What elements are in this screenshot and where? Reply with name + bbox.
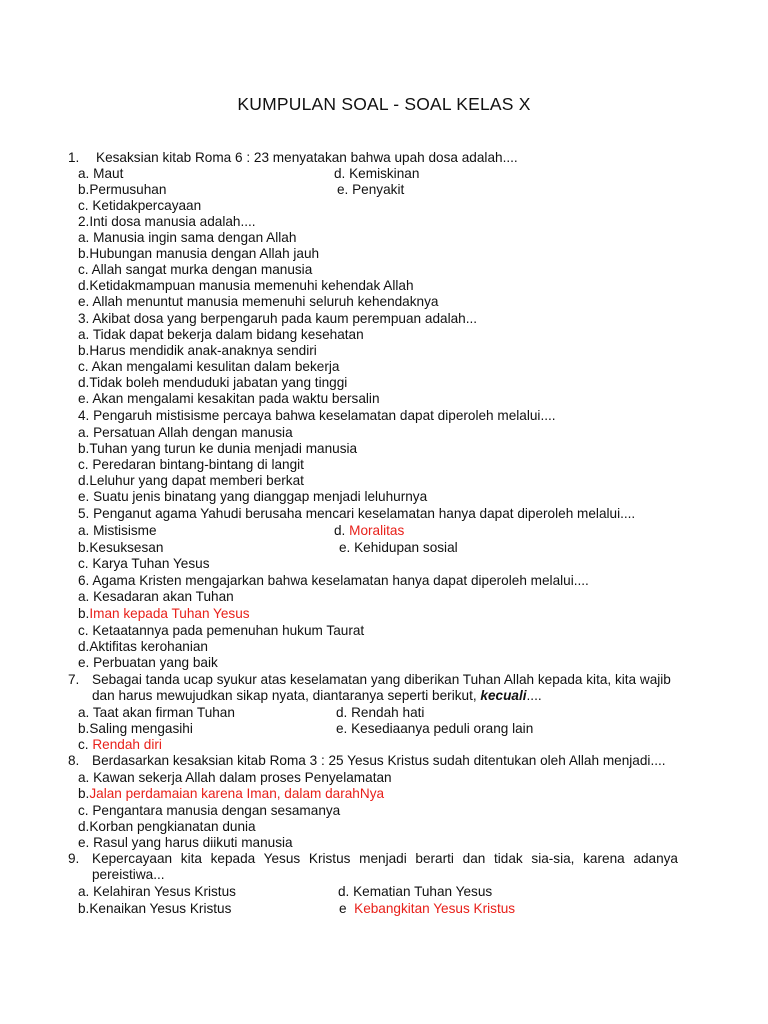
q4-option-b: b.Tuhan yang turun ke dunia menjadi manusia: [78, 441, 358, 456]
q8-option-b-prefix: b.: [78, 786, 90, 801]
q7-option-c: [78, 737, 162, 753]
q7-number: 7.: [68, 672, 80, 687]
q1-option-b: b.Permusuhan: [78, 182, 167, 197]
q6-option-d: d.Aktifitas kerohanian: [78, 639, 208, 654]
q7-option-e: e. Kesediaanya peduli orang lain: [336, 721, 534, 736]
q5-answer-highlight: Moralitas: [349, 523, 405, 538]
q6-option-b-prefix: b.: [78, 606, 90, 621]
q5-option-c: c. Karya Tuhan Yesus: [78, 556, 210, 571]
q9-option-e: [339, 901, 515, 917]
q8-number: 8.: [68, 753, 80, 768]
q5-option-e: e. Kehidupan sosial: [339, 540, 458, 555]
q3-option-d: d.Tidak boleh menduduki jabatan yang tinggi: [78, 375, 348, 390]
q6-text: 6. Agama Kristen mengajarkan bahwa keselamatan hanya dapat diperoleh melalui....: [78, 573, 589, 588]
q2-option-e: e. Allah menuntut manusia memenuhi seluruh kehendaknya: [78, 294, 439, 309]
q3-option-e: e. Akan mengalami kesakitan pada waktu bersalin: [78, 391, 380, 406]
q1-option-a-text: Maut: [93, 166, 124, 181]
q5-option-d: [334, 523, 404, 539]
q9-option-e-prefix: e: [339, 901, 347, 916]
q8-answer-highlight: Jalan perdamaian karena Iman, dalam darahNya: [89, 786, 385, 801]
q7-text-line2: [92, 688, 542, 704]
q4-option-a: a. Persatuan Allah dengan manusia: [78, 425, 293, 440]
q7-option-b: b.Saling mengasihi: [78, 721, 193, 736]
q2-option-a: a. Manusia ingin sama dengan Allah: [78, 230, 297, 245]
q3-option-a: a. Tidak dapat bekerja dalam bidang kesehatan: [78, 327, 364, 342]
q8-text: Berdasarkan kesaksian kitab Roma 3 : 25 Yesus Kristus sudah ditentukan oleh Allah menjadi....: [92, 753, 666, 768]
q9-number: 9.: [68, 851, 80, 866]
q6-answer-highlight: Iman kepada Tuhan Yesus: [89, 606, 250, 621]
q2-option-c: c. Allah sangat murka dengan manusia: [78, 262, 313, 277]
q1-option-c: c. Ketidakpercayaan: [78, 198, 202, 213]
q7-text-line1: Sebagai tanda ucap syukur atas keselamatan yang diberikan Tuhan Allah kepada kita, kita wajib: [92, 672, 671, 687]
q2-option-d: d.Ketidakmampuan manusia memenuhi kehendak Allah: [78, 278, 414, 293]
q8-option-d: d.Korban pengkianatan dunia: [78, 819, 256, 834]
q4-option-d: d.Leluhur yang dapat memberi berkat: [78, 473, 304, 488]
page-title: KUMPULAN SOAL - SOAL KELAS X: [237, 94, 531, 114]
q1-option-a-prefix: a.: [78, 166, 90, 181]
q7-option-c-prefix: c.: [78, 737, 89, 752]
q9-text-line2: pereistiwa...: [92, 867, 165, 882]
q5-option-d-prefix: d.: [334, 523, 346, 538]
q9-text-line1: Kepercayaan kita kepada Yesus Kristus menjadi berarti dan tidak sia-sia, karena adanya: [92, 851, 678, 866]
q5-text: 5. Penganut agama Yahudi berusaha mencari keselamatan hanya dapat diperoleh melalui....: [78, 506, 636, 521]
q6-option-e: e. Perbuatan yang baik: [78, 655, 218, 670]
q7-text-line2-ellipsis: ....: [526, 688, 542, 703]
q7-emphasis: kecuali: [480, 688, 527, 703]
q8-option-e: e. Rasul yang harus diikuti manusia: [78, 835, 293, 850]
q2-text: 2.Inti dosa manusia adalah....: [78, 214, 256, 229]
q1-option-e: e. Penyakit: [337, 182, 405, 197]
q7-option-d: d. Rendah hati: [336, 705, 425, 720]
q1-number: 1.: [68, 150, 80, 165]
q6-option-c: c. Ketaatannya pada pemenuhan hukum Taurat: [78, 623, 365, 638]
q8-option-b: [78, 786, 384, 802]
q4-option-c: c. Peredaran bintang-bintang di langit: [78, 457, 304, 472]
q7-option-a: a. Taat akan firman Tuhan: [78, 705, 235, 720]
q7-text-line2-main: dan harus mewujudkan sikap nyata, diantaranya seperti berikut,: [92, 688, 477, 703]
q3-option-b: b.Harus mendidik anak-anaknya sendiri: [78, 343, 317, 358]
q1-text: Kesaksian kitab Roma 6 : 23 menyatakan bahwa upah dosa adalah....: [96, 150, 518, 165]
q9-option-b: b.Kenaikan Yesus Kristus: [78, 901, 232, 916]
q3-option-c: c. Akan mengalami kesulitan dalam bekerja: [78, 359, 340, 374]
q9-option-a: a. Kelahiran Yesus Kristus: [78, 884, 236, 899]
q6-option-a: a. Kesadaran akan Tuhan: [78, 589, 234, 604]
q8-option-a: a. Kawan sekerja Allah dalam proses Penyelamatan: [78, 770, 392, 785]
q4-option-e: e. Suatu jenis binatang yang dianggap menjadi leluhurnya: [78, 489, 428, 504]
q1-option-a: [78, 166, 123, 182]
q3-text: 3. Akibat dosa yang berpengaruh pada kaum perempuan adalah...: [78, 311, 478, 326]
q1-option-d: d. Kemiskinan: [334, 166, 420, 181]
q8-option-c: c. Pengantara manusia dengan sesamanya: [78, 803, 341, 818]
q4-text: 4. Pengaruh mistisisme percaya bahwa keselamatan dapat diperoleh melalui....: [78, 408, 556, 423]
q9-option-d: d. Kematian Tuhan Yesus: [338, 884, 493, 899]
q9-answer-highlight: Kebangkitan Yesus Kristus: [354, 901, 516, 916]
q6-option-b: [78, 606, 250, 622]
q7-answer-highlight: Rendah diri: [92, 737, 162, 752]
q5-option-a: a. Mistisisme: [78, 523, 157, 538]
q2-option-b: b.Hubungan manusia dengan Allah jauh: [78, 246, 320, 261]
q5-option-b: b.Kesuksesan: [78, 540, 164, 555]
